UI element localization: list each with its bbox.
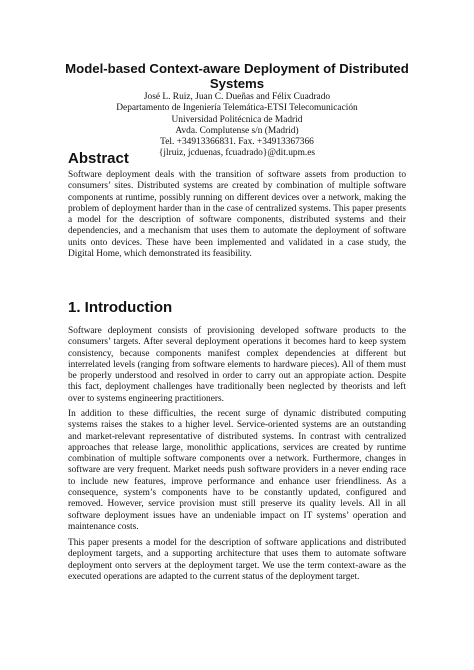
introduction-heading: 1. Introduction xyxy=(68,299,173,316)
contact-phone: Tel. +34913366831. Fax. +34913367366 xyxy=(160,137,314,148)
affiliation-department: Departamento de Ingeniería Telemática-ETSI Telecomunicación xyxy=(116,103,358,114)
introduction-paragraph: Software deployment consists of provisioning developed software products to the consumers’ targets. After several deployment operations it becomes hard to keep system consistency, because components manifest complex dependencies at different but interrelated levels (ranging from software elements to hardware pieces). All of them must be properly understood and resolved in order to carry out an appropiate action. Despite this fact, deployment challenges have traditionally been neglected by theorists and left over to systems engineering practitioners. xyxy=(68,326,406,404)
paper-title: Model-based Context-aware Deployment of Distributed Systems xyxy=(65,61,409,91)
introduction-paragraph: This paper presents a model for the description of software applications and distributed deployment targets, and a supporting architecture that uses them to automate software deployment onto servers at the deployment target. We use the term context-aware as the executed operations are adapted to the current status of the deployment target. xyxy=(68,538,406,582)
abstract-text: Software deployment deals with the transition of software assets from production to consumers’ sites. Distributed systems are created by combination of multiple software components at runtime, possibly running on different devices over a network, making the problem of deployment harder than in the case of centralized systems. This paper presents a model for the description of software components, distributed systems and their dependencies, and a mechanism that uses them to automate the deployment of software units onto devices. These have been implemented and validated in a case study, the Digital Home, which demonstrated its feasibility. xyxy=(68,170,406,260)
affiliation-address: Avda. Complutense s/n (Madrid) xyxy=(175,125,299,136)
contact-email: {jlruiz, jcduenas, fcuadrado}@dit.upm.es xyxy=(158,148,316,159)
abstract-heading: Abstract xyxy=(68,150,129,167)
affiliation-university: Universidad Politécnica de Madrid xyxy=(171,114,303,125)
introduction-paragraph: In addition to these difficulties, the recent surge of dynamic distributed computing systems raises the stakes to a higher level. Service-oriented systems are an outstanding and market-relevant representative of distributed systems. In contrast with centralized approaches that release large, monolithic applications, services are created by runtime combination of multiple software components over a network. Furthermore, changes in software are very frequent. Market needs push software providers in a never ending race to include new features, improve performance and enhance user friendliness. As a consequence, system’s components have to be constantly updated, configured and removed. However, service provision must still preserve its quality levels. All in all software deployment issues have an undeniable impact on IT systems’ operation and maintenance costs. xyxy=(68,409,406,532)
author-names: José L. Ruiz, Juan C. Dueñas and Félix Cuadrado xyxy=(143,92,331,102)
